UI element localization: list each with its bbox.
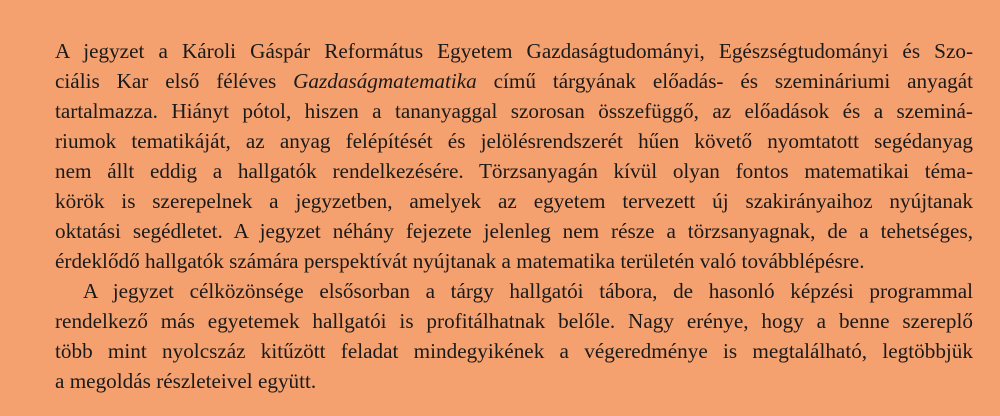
text-line	[55, 366, 973, 396]
text-run: a megoldás részleteivel együtt.	[55, 369, 317, 393]
text-line	[55, 66, 973, 96]
text-line	[55, 216, 973, 246]
text-run: nem állt eddig a hallgatók rendelkezésére. Törzsanyagán kívül olyan fontos matematikai téma-	[55, 159, 973, 183]
paragraph-2	[55, 276, 973, 396]
text-run: című tárgyának előadás- és szemináriumi anyagát	[476, 69, 973, 93]
text-run: érdeklődő hallgatók számára perspektívát nyújtanak a matematika területén való továbblépésre.	[55, 249, 865, 273]
text-run: oktatási segédletet. A jegyzet néhány fejezete jelenleg nem része a törzsanyagnak, de a tehetséges,	[55, 219, 973, 243]
text-run: ciális Kar első féléves	[55, 69, 294, 93]
text-run: több mint nyolcszáz kitűzött feladat mindegyikének a végeredménye is megtalálható, legtöbbjük	[55, 339, 973, 363]
text-line	[55, 246, 973, 276]
text-line	[55, 96, 973, 126]
text-run: A jegyzet a Károli Gáspár Református Egyetem Gazdaságtudományi, Egészségtudományi és Szo-	[55, 39, 973, 63]
text-line	[55, 276, 973, 306]
text-line	[55, 36, 973, 66]
text-run: rendelkező más egyetemek hallgatói is profitálhatnak belőle. Nagy erénye, hogy a benne szereplő	[55, 309, 973, 333]
text-line	[55, 336, 973, 366]
text-line	[55, 306, 973, 336]
text-line	[55, 126, 973, 156]
text-run: körök is szerepelnek a jegyzetben, amelyek az egyetem tervezett új szakirányaihoz nyújtanak	[55, 189, 973, 213]
text-run: A jegyzet célközönsége elsősorban a tárgy hallgatói tábora, de hasonló képzési programmal	[83, 279, 973, 303]
text-block	[55, 36, 973, 396]
text-line	[55, 186, 973, 216]
text-line	[55, 156, 973, 186]
paragraph-1	[55, 36, 973, 276]
text-run: riumok tematikáját, az anyag felépítését és jelölésrendszerét hűen követő nyomtatott segédanyag	[55, 129, 973, 153]
text-run: tartalmazza. Hiányt pótol, hiszen a tananyaggal szorosan összefüggő, az előadások és a szeminá-	[55, 99, 973, 123]
italic-title: Gazdaságmatematika	[293, 69, 477, 93]
